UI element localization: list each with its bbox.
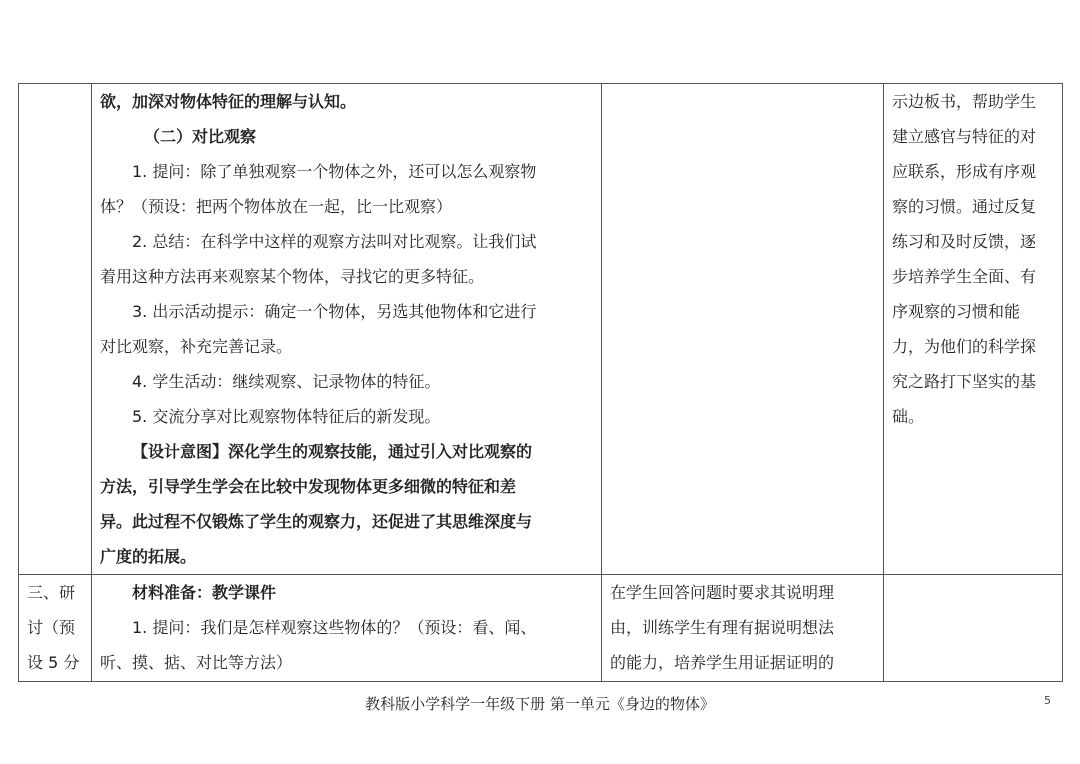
text-line: 在学生回答问题时要求其说明理 [610,583,835,602]
intent-cell [884,84,1063,575]
text-line: 对比观察，补充完善记录。 [100,337,293,356]
text-line: 础。 [892,407,925,426]
text-line: 由，训练学生有理有据说明想法 [610,618,835,637]
text-line: 3. 出示活动提示：确定一个物体，另选其他物体和它进行 [132,302,537,321]
text-line: 设 5 分 [27,653,80,672]
design-intent-line: 异。此过程不仅锻炼了学生的观察力，还促进了其思维深度与 [100,512,533,531]
text-line: 力，为他们的科学探 [892,337,1037,356]
student-activity-cell [602,84,884,575]
stage-cell [19,84,92,575]
text-line: 体？（预设：把两个物体放在一起，比一比观察） [100,197,453,216]
activity-cell [92,575,602,682]
text-line: 2. 总结：在科学中这样的观察方法叫对比观察。让我们试 [132,232,537,251]
text-line: 讨（预 [27,618,76,637]
text-line: 应联系，形成有序观 [892,162,1037,181]
text-line: 1. 提问：除了单独观察一个物体之外，还可以怎么观察物 [132,162,537,181]
text-line: 的能力，培养学生用证据证明的 [610,653,835,672]
table-row [19,84,1063,575]
text-line: 4. 学生活动：继续观察、记录物体的特征。 [132,372,441,391]
intent-cell [884,575,1063,682]
table-row [19,575,1063,682]
text-line: 示边板书，帮助学生 [892,92,1037,111]
text-line: 序观察的习惯和能 [892,302,1021,321]
text-line: 三、研 [27,583,76,602]
text-line: 建立感官与特征的对 [892,127,1037,146]
text-line: 听、摸、掂、对比等方法） [100,653,293,672]
text-line: 察的习惯。通过反复 [892,197,1037,216]
activity-cell [92,84,602,575]
student-activity-cell [602,575,884,682]
page-footer: 教科版小学科学一年级下册 第一单元《身边的物体》 [365,695,715,713]
design-intent-line: 【设计意图】深化学生的观察技能，通过引入对比观察的 [132,442,533,461]
text-line: 欲，加深对物体特征的理解与认知。 [100,92,357,111]
section-heading: （二）对比观察 [144,127,257,146]
design-intent-line: 方法，引导学生学会在比较中发现物体更多细微的特征和差 [100,477,517,496]
text-line: 5. 交流分享对比观察物体特征后的新发现。 [132,407,441,426]
text-line: 着用这种方法再来观察某个物体，寻找它的更多特征。 [100,267,485,286]
design-intent-line: 广度的拓展。 [100,547,197,566]
text-line: 练习和及时反馈，逐 [892,232,1037,251]
text-line: 究之路打下坚实的基 [892,372,1037,391]
text-line: 1. 提问：我们是怎样观察这些物体的？（预设：看、闻、 [132,618,537,637]
page-number: 5 [1044,694,1051,707]
stage-cell [19,575,92,682]
text-line: 步培养学生全面、有 [892,267,1037,286]
materials-line: 材料准备：教学课件 [132,583,277,602]
lesson-plan-table [18,83,1063,682]
